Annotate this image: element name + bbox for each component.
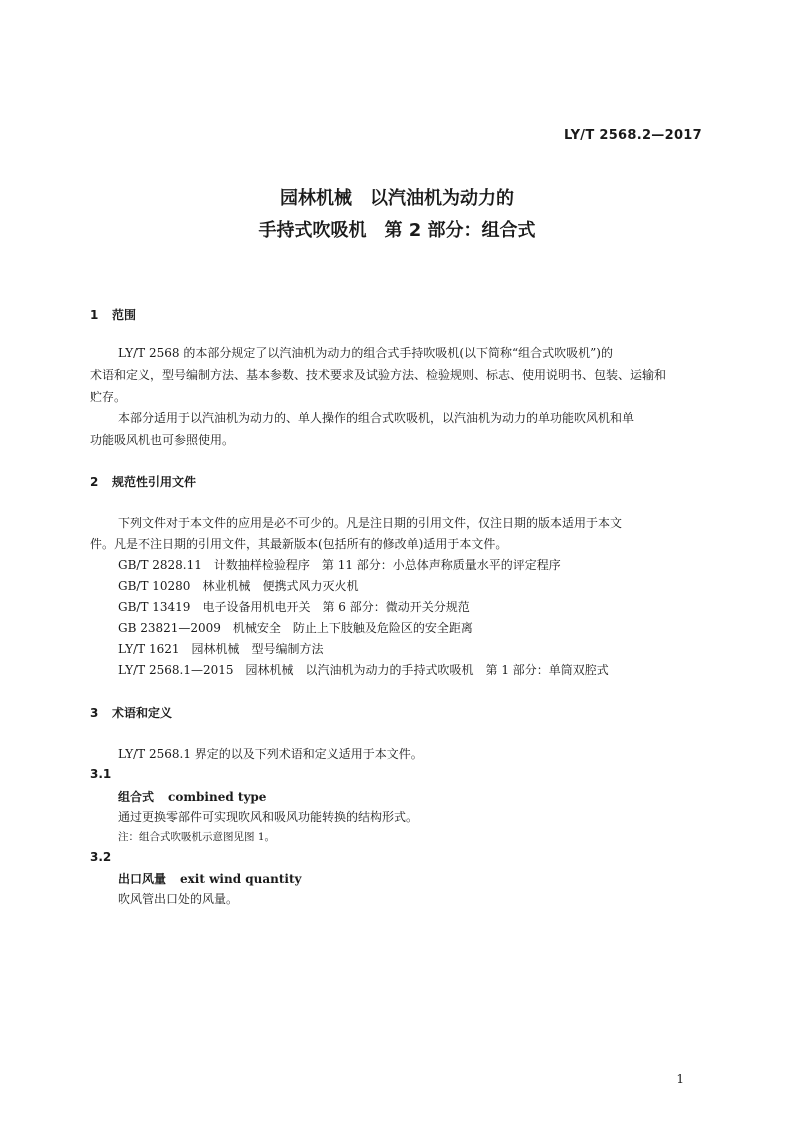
paragraph-line: 术语和定义，型号编制方法、基本参数、技术要求及试验方法、检验规则、标志、使用说明书、包装、运输和 [90, 368, 667, 382]
term-heading [118, 788, 266, 805]
section-2-heading [90, 473, 196, 490]
paragraph-line: 本部分适用于以汽油机为动力的、单人操作的组合式吹吸机，以汽油机为动力的单功能吹风机和单 [118, 411, 635, 425]
reference-item: GB 23821—2009 机械安全 防止上下肢触及危险区的安全距离 [118, 621, 473, 635]
reference-item: GB/T 10280 林业机械 便携式风力灭火机 [118, 579, 359, 593]
document-title-line-1: 园林机械 以汽油机为动力的 [280, 188, 514, 209]
term-zh: 组合式 [118, 790, 155, 804]
term-number: 3.1 [90, 767, 112, 781]
paragraph-line: 下列文件对于本文件的应用是必不可少的。凡是注日期的引用文件，仅注日期的版本适用于本文 [118, 516, 623, 530]
term-en: combined type [168, 790, 267, 804]
page-number: 1 [676, 1072, 684, 1086]
section-title: 范围 [112, 308, 137, 322]
paragraph-line: 功能吸风机也可参照使用。 [90, 433, 235, 447]
document-title-line-2: 手持式吹吸机 第 2 部分：组合式 [258, 220, 536, 241]
reference-item: GB/T 13419 电子设备用机电开关 第 6 部分：微动开关分规范 [118, 600, 470, 614]
term-note: 注：组合式吹吸机示意图见图 1。 [118, 831, 276, 843]
paragraph-line: 件。凡是不注日期的引用文件，其最新版本(包括所有的修改单)适用于本文件。 [90, 537, 508, 551]
term-number: 3.2 [90, 850, 112, 864]
section-3-heading [90, 704, 172, 721]
term-definition: 通过更换零部件可实现吹风和吸风功能转换的结构形式。 [118, 810, 419, 824]
section-number: 1 [90, 308, 99, 322]
reference-item: GB/T 2828.11 计数抽样检验程序 第 11 部分：小总体声称质量水平的评定程序 [118, 558, 561, 572]
paragraph-line: LY/T 2568.1 界定的以及下列术语和定义适用于本文件。 [118, 747, 423, 761]
section-1-heading [90, 306, 136, 323]
term-en: exit wind quantity [180, 872, 302, 886]
term-definition: 吹风管出口处的风量。 [118, 892, 239, 906]
section-title: 术语和定义 [112, 706, 173, 720]
paragraph-line: 贮存。 [90, 390, 127, 404]
section-number: 2 [90, 475, 99, 489]
term-zh: 出口风量 [118, 872, 167, 886]
term-heading [118, 870, 302, 887]
standard-number: LY/T 2568.2—2017 [564, 128, 702, 143]
reference-item: LY/T 2568.1—2015 园林机械 以汽油机为动力的手持式吹吸机 第 1 部分：单筒双腔式 [118, 663, 609, 677]
section-number: 3 [90, 706, 99, 720]
paragraph-line: LY/T 2568 的本部分规定了以汽油机为动力的组合式手持吹吸机(以下简称“组合式吹吸机”)的 [118, 346, 613, 360]
reference-item: LY/T 1621 园林机械 型号编制方法 [118, 642, 324, 656]
section-title: 规范性引用文件 [112, 475, 197, 489]
